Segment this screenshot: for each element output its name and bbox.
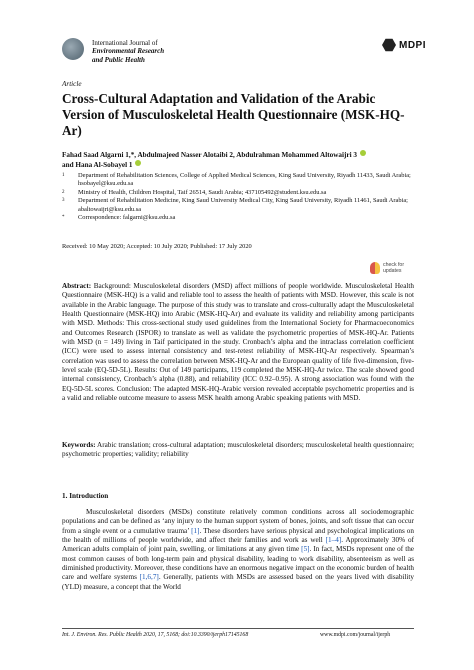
introduction-paragraph — [62, 508, 414, 592]
updates-line-1: check for — [383, 262, 405, 268]
orcid-icon[interactable] — [135, 160, 141, 166]
intro-text: . These disorders have serious physical and psychological implications on the health of millions of people worldwide, and affect their families and work as well — [62, 526, 414, 545]
citation-footer: Int. J. Environ. Res. Public Health 2020, 17, 5168; doi:10.3390/ijerph17145168 — [62, 632, 249, 638]
footer-divider — [62, 628, 414, 629]
article-title: Cross-Cultural Adaptation and Validation of the Arabic Version of Musculoskeletal Health Questionnaire (MSK-HQ-Ar) — [62, 91, 405, 138]
author-list — [62, 150, 422, 171]
affiliation-text: Department of Rehabilitation Sciences, College of Applied Medical Sciences, King Saud University, Riyadh 11433, Saudi Arabia; hsobayel@ksu.edu.sa — [78, 172, 411, 188]
publication-dates: Received: 10 May 2020; Accepted: 10 July 2020; Published: 17 July 2020 — [62, 243, 252, 250]
affiliation-text: Ministry of Health, Children Hospital, Taif 26514, Saudi Arabia; 437105492@student.ksu.edu.sa — [78, 188, 327, 196]
abstract — [62, 282, 414, 403]
citation-link[interactable]: [1–4] — [325, 536, 342, 545]
keywords-text: Arabic translation; cross-cultural adaptation; musculoskeletal disorders; musculoskeletal health questionnaire; psychometric properties; validity; reliability — [62, 441, 415, 459]
publisher-logo — [382, 38, 426, 52]
affiliations — [62, 172, 412, 222]
affiliation-item — [62, 214, 412, 222]
publisher-name: MDPI — [399, 39, 426, 51]
journal-url[interactable]: www.mdpi.com/journal/ijerph — [320, 632, 391, 638]
citation-link[interactable]: [5] — [301, 545, 310, 554]
updates-icon — [370, 262, 380, 274]
affiliation-number: 3 — [62, 198, 65, 204]
affiliation-item — [62, 172, 412, 189]
authors-line-2-text: and Hana Al-Sobayel 1 — [62, 161, 133, 170]
journal-logo-icon — [62, 38, 84, 60]
correspondence-text: Correspondence: falgarni@ksu.edu.sa — [78, 214, 176, 222]
article-type: Article — [62, 80, 82, 88]
updates-line-2: updates — [383, 268, 402, 274]
affiliation-item — [62, 197, 412, 214]
journal-line-2: Environmental Research — [92, 47, 165, 56]
keywords — [62, 441, 414, 460]
check-for-updates-badge[interactable] — [370, 262, 404, 274]
intro-text: . In fact, MSDs represent one of the most common causes of both long-term pain and physical disability, leading to work disability, absenteeism as well as diminished productivity. Moreover, these conditions have an enormous negative impact on the economic burden of health care and welfare systems — [62, 545, 414, 582]
journal-line-1: International Journal of — [92, 39, 158, 47]
authors-line-1 — [62, 150, 422, 160]
affiliation-number: * — [62, 215, 65, 221]
journal-line-3: and Public Health — [92, 55, 145, 64]
updates-label — [383, 262, 404, 274]
keywords-label: Keywords: — [62, 441, 96, 449]
authors-line-2 — [62, 160, 422, 170]
journal-name — [92, 39, 164, 64]
affiliation-number: 2 — [62, 189, 65, 195]
abstract-label: Abstract: — [62, 282, 92, 290]
section-heading: 1. Introduction — [62, 492, 109, 500]
citation-link[interactable]: [1,6,7] — [139, 573, 159, 582]
orcid-icon[interactable] — [360, 150, 366, 156]
authors-line-1-text: Fahad Saad Algarni 1,*, Abdulmajeed Nasser Alotaibi 2, Abdulrahman Mohammed Altowaijri 3 — [62, 151, 357, 159]
intro-text: Musculoskeletal disorders (MSDs) constitute relatively common conditions across all sociodemographic populations and can be defined as ‘any injury to the human support system of bones, joints, and soft tissue that can occur from a single event or a cumulative trauma’ — [62, 508, 414, 535]
mdpi-hex-icon — [382, 38, 396, 52]
citation-link[interactable]: [1] — [191, 526, 200, 535]
intro-text: . Generally, patients with MSDs are assessed based on the years lived with disability (YLD) measure, a concept that the World — [62, 573, 415, 591]
intro-text: . Approximately 30% of American adults complain of joint pain, swelling, or limitations at any given time — [62, 536, 415, 554]
abstract-text: Background: Musculoskeletal disorders (MSD) affect millions of people worldwide. Musculoskeletal Health Questionnaire (MSK-HQ) is a valid and reliable tool to assess the health of patients with MSD. However, this scale is not available in the Arabic language. The purpose of this study was to translate and cross-culturally adapt the Musculoskeletal Health Questionnaire (MSK-HQ) into Arabic (MSK-HQ-Ar) and evaluate its validity and reliability among participants with MSD. Methods: This cross-sectional study used guidelines from the International Society for Pharmacoeconomics and Outcomes Research (ISPOR) to translate as well as validate the psychometric properties of MSK-HQ-Ar. Patients with MSD (n = 149) living in Taif participated in the study. Cronbach’s alpha and the intraclass correlation coefficient (ICC) were used to assess internal consistency and test-retest reliability of MSK-HQ-Ar respectively. Spearman’s correlation was used to assess the correlation between MSK-HQ-Ar and the European quality of life five-dimension, five-level scale (EQ-5D-5L). Results: Out of 149 participants, 119 completed the MSK-HQ-Ar twice. The scale showed good internal consistency, Cronbach’s alpha (0.88), and reliability (ICC 0.92–0.95). A strong association was found with the EQ-5D-5L scores. Conclusion: The adapted MSK-HQ-Arabic version revealed acceptable psychometric properties and is a valid and reliable outcome measure to assess MSK health among Arabic speaking patients with MSD. — [62, 282, 415, 403]
affiliation-text: Department of Rehabilitation Medicine, King Saud University Medical City, King Saud University, Riyadh 11461, Saudi Arabia; abaltowaijri@ksu.edu.sa — [78, 197, 408, 213]
affiliation-number: 1 — [62, 173, 65, 178]
affiliation-item — [62, 189, 412, 197]
